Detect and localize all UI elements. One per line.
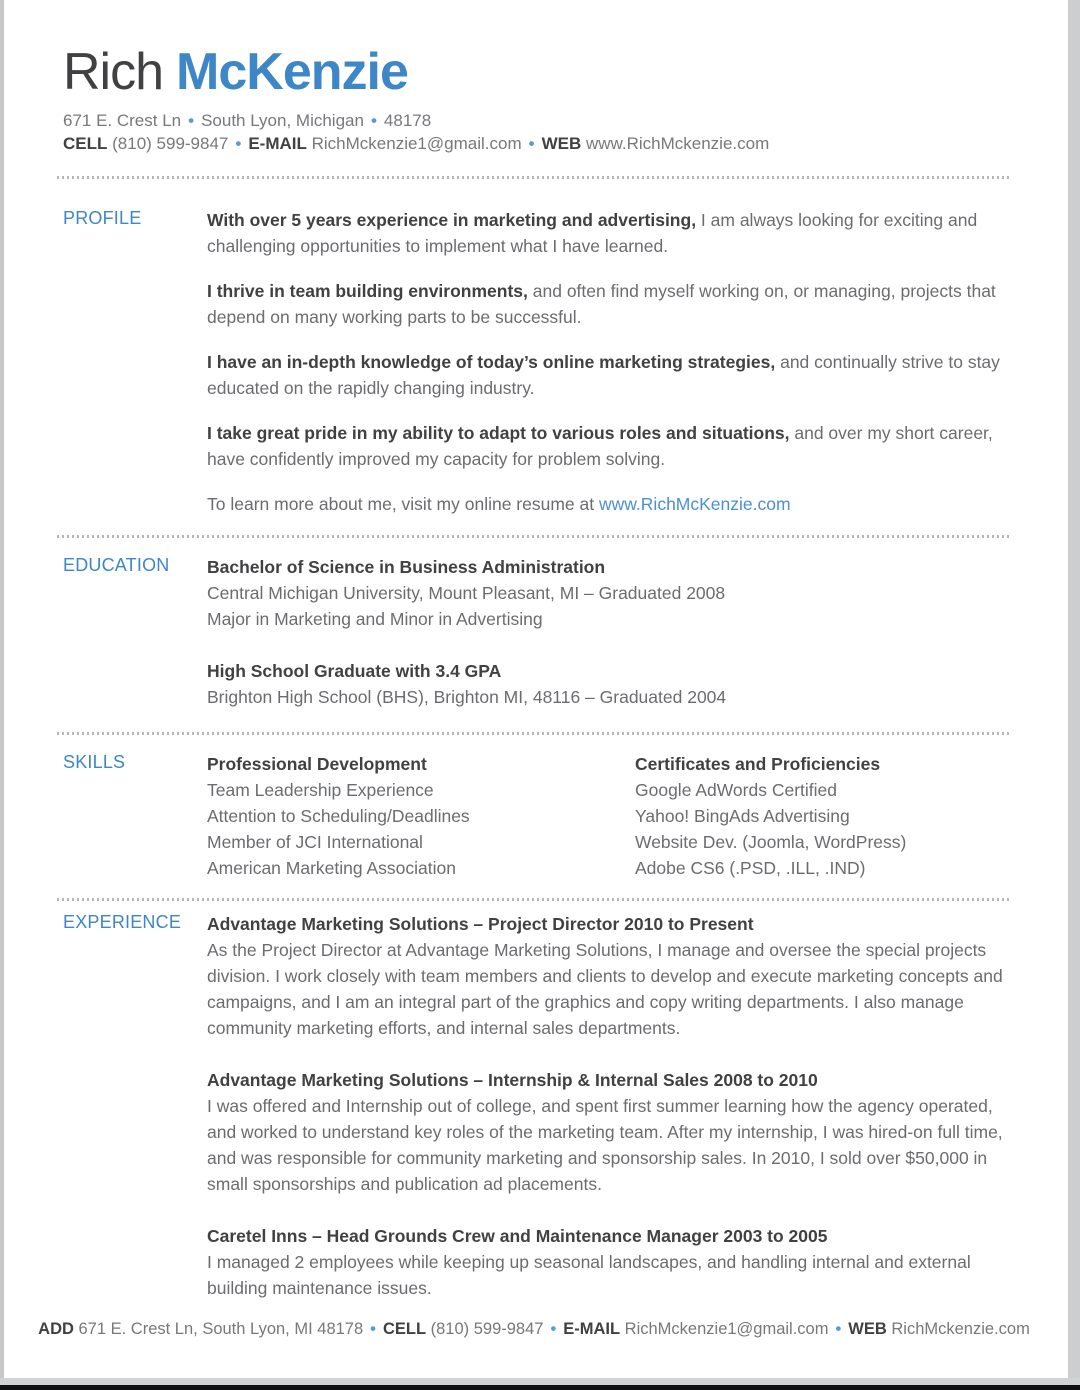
- skills-column-professional: [207, 751, 635, 881]
- section-label-profile: PROFILE: [63, 208, 142, 229]
- education-line: Central Michigan University, Mount Pleasant, MI – Graduated 2008: [207, 583, 726, 604]
- paragraph-rest: and over my short career, have confidently improved my capacity for problem solving.: [207, 423, 993, 470]
- experience-job: [207, 1223, 1015, 1301]
- bullet-separator: •: [835, 1320, 842, 1338]
- bullet-separator: •: [528, 134, 535, 154]
- paragraph-lead: I thrive in team building environments,: [207, 281, 528, 302]
- window-edge-bottom-gray: [0, 1378, 1080, 1385]
- resume-footer: [0, 1320, 1068, 1339]
- skill-item: Website Dev. (Joomla, WordPress): [635, 832, 907, 853]
- education-line: Brighton High School (BHS), Brighton MI, 48116 – Graduated 2004: [207, 687, 727, 708]
- skill-item: Attention to Scheduling/Deadlines: [207, 806, 470, 827]
- bullet-separator: •: [370, 1320, 376, 1338]
- footer-add-label: ADD: [38, 1320, 74, 1338]
- paragraph-rest: and continually strive to stay educated on the rapidly changing industry.: [207, 352, 1000, 399]
- link-line-text: To learn more about me, visit my online resume at: [207, 494, 599, 515]
- footer-cell-value: (810) 599-9847: [430, 1320, 544, 1338]
- skill-item: Member of JCI International: [207, 832, 423, 853]
- paragraph-rest: and often find myself working on, or managing, projects that depend on many working parts to be successful.: [207, 281, 996, 328]
- contact-line: [63, 133, 1010, 155]
- bullet-separator: •: [370, 111, 377, 131]
- job-description: As the Project Director at Advantage Marketing Solutions, I manage and oversee the special projects division. I work closely with team members and clients to develop and execute marketing concepts and campaigns, and I am an integral part of the graphics and copy writing departments. I also manage community marketing efforts, and internal sales departments.: [207, 940, 1003, 1039]
- paragraph-rest: I am always looking for exciting and challenging opportunities to implement what I have learned.: [207, 210, 978, 257]
- window-edge-right: [1068, 0, 1080, 1390]
- education-line: Major in Marketing and Minor in Advertising: [207, 609, 543, 630]
- profile-link-line: [207, 491, 1015, 517]
- online-resume-link[interactable]: www.RichMcKenzie.com: [598, 494, 791, 515]
- job-title: Advantage Marketing Solutions – Project Director 2010 to Present: [207, 914, 754, 935]
- profile-paragraph: [207, 349, 1015, 401]
- profile-paragraph: [207, 420, 1015, 472]
- bullet-separator: •: [550, 1320, 557, 1338]
- job-title: Advantage Marketing Solutions – Internship & Internal Sales 2008 to 2010: [207, 1070, 818, 1091]
- skill-item: Team Leadership Experience: [207, 780, 434, 801]
- address-city: South Lyon, Michigan: [201, 111, 364, 131]
- candidate-name: [63, 44, 1010, 101]
- dotted-divider: [57, 176, 1010, 179]
- address-line: [63, 110, 1010, 132]
- skills-content: [207, 751, 1015, 881]
- experience-job: [207, 1067, 1015, 1197]
- job-title: Caretel Inns – Head Grounds Crew and Maintenance Manager 2003 to 2005: [207, 1226, 828, 1247]
- email-label: E-MAIL: [248, 134, 307, 154]
- footer-web-label: WEB: [848, 1320, 887, 1338]
- footer-web-value: RichMckenzie.com: [891, 1320, 1030, 1338]
- section-label-skills: SKILLS: [63, 752, 126, 773]
- job-description: I managed 2 employees while keeping up seasonal landscapes, and handling internal and external building maintenance issues.: [207, 1252, 971, 1299]
- web-label: WEB: [541, 134, 582, 154]
- cell-label: CELL: [63, 134, 108, 154]
- bullet-separator: •: [188, 111, 195, 131]
- footer-email-value: RichMckenzie1@gmail.com: [624, 1320, 829, 1338]
- section-label-education: EDUCATION: [63, 555, 170, 576]
- email-value: RichMckenzie1@gmail.com: [311, 134, 522, 154]
- experience-content: [207, 911, 1015, 1301]
- profile-paragraph: [207, 278, 1015, 330]
- dotted-divider: [57, 732, 1010, 735]
- paragraph-lead: I have an in-depth knowledge of today’s online marketing strategies,: [207, 352, 776, 373]
- address-zip: 48178: [383, 111, 432, 131]
- paragraph-lead: With over 5 years experience in marketing and advertising,: [207, 210, 697, 231]
- education-content: [207, 554, 1015, 710]
- footer-cell-label: CELL: [382, 1320, 427, 1338]
- window-edge-left: [0, 0, 4, 1390]
- education-entry: [207, 554, 1015, 632]
- section-skills: [0, 751, 1080, 881]
- section-profile: [0, 207, 1080, 517]
- skills-column-title: Certificates and Proficiencies: [635, 754, 881, 775]
- job-description: I was offered and Internship out of college, and spent first summer learning how the agency operated, and worked to understand key roles of the marketing team. After my internship, I was hired-on full time, and was responsible for community marketing and sponsorship sales. In 2010, I sold over $50,000 in small sponsorships and publication ad placements.: [207, 1096, 1003, 1195]
- profile-paragraph: [207, 207, 1015, 259]
- window-edge-bottom-black: [0, 1385, 1080, 1390]
- skills-column-certificates: [635, 751, 906, 881]
- footer-email-label: E-MAIL: [563, 1320, 621, 1338]
- section-education: [0, 554, 1080, 710]
- first-name: Rich: [63, 43, 164, 101]
- skill-item: Adobe CS6 (.PSD, .ILL, .IND): [635, 858, 866, 879]
- cell-value: (810) 599-9847: [112, 134, 229, 154]
- address-street: 671 E. Crest Ln: [63, 111, 182, 131]
- skill-item: Google AdWords Certified: [635, 780, 838, 801]
- resume-header: [0, 0, 1080, 155]
- skills-column-title: Professional Development: [207, 754, 427, 775]
- skill-item: American Marketing Association: [207, 858, 456, 879]
- profile-content: [207, 207, 1015, 517]
- education-entry: [207, 658, 1015, 710]
- section-label-experience: EXPERIENCE: [63, 912, 182, 933]
- education-title: Bachelor of Science in Business Administration: [207, 557, 606, 578]
- dotted-divider: [57, 535, 1010, 538]
- education-title: High School Graduate with 3.4 GPA: [207, 661, 502, 682]
- experience-job: [207, 911, 1015, 1041]
- last-name: McKenzie: [176, 43, 408, 101]
- skill-item: Yahoo! BingAds Advertising: [635, 806, 850, 827]
- footer-add-value: 671 E. Crest Ln, South Lyon, MI 48178: [78, 1320, 364, 1338]
- bullet-separator: •: [235, 134, 242, 154]
- section-experience: [0, 911, 1080, 1301]
- web-value: www.RichMckenzie.com: [585, 134, 770, 154]
- dotted-divider: [57, 898, 1010, 901]
- paragraph-lead: I take great pride in my ability to adapt to various roles and situations,: [207, 423, 790, 444]
